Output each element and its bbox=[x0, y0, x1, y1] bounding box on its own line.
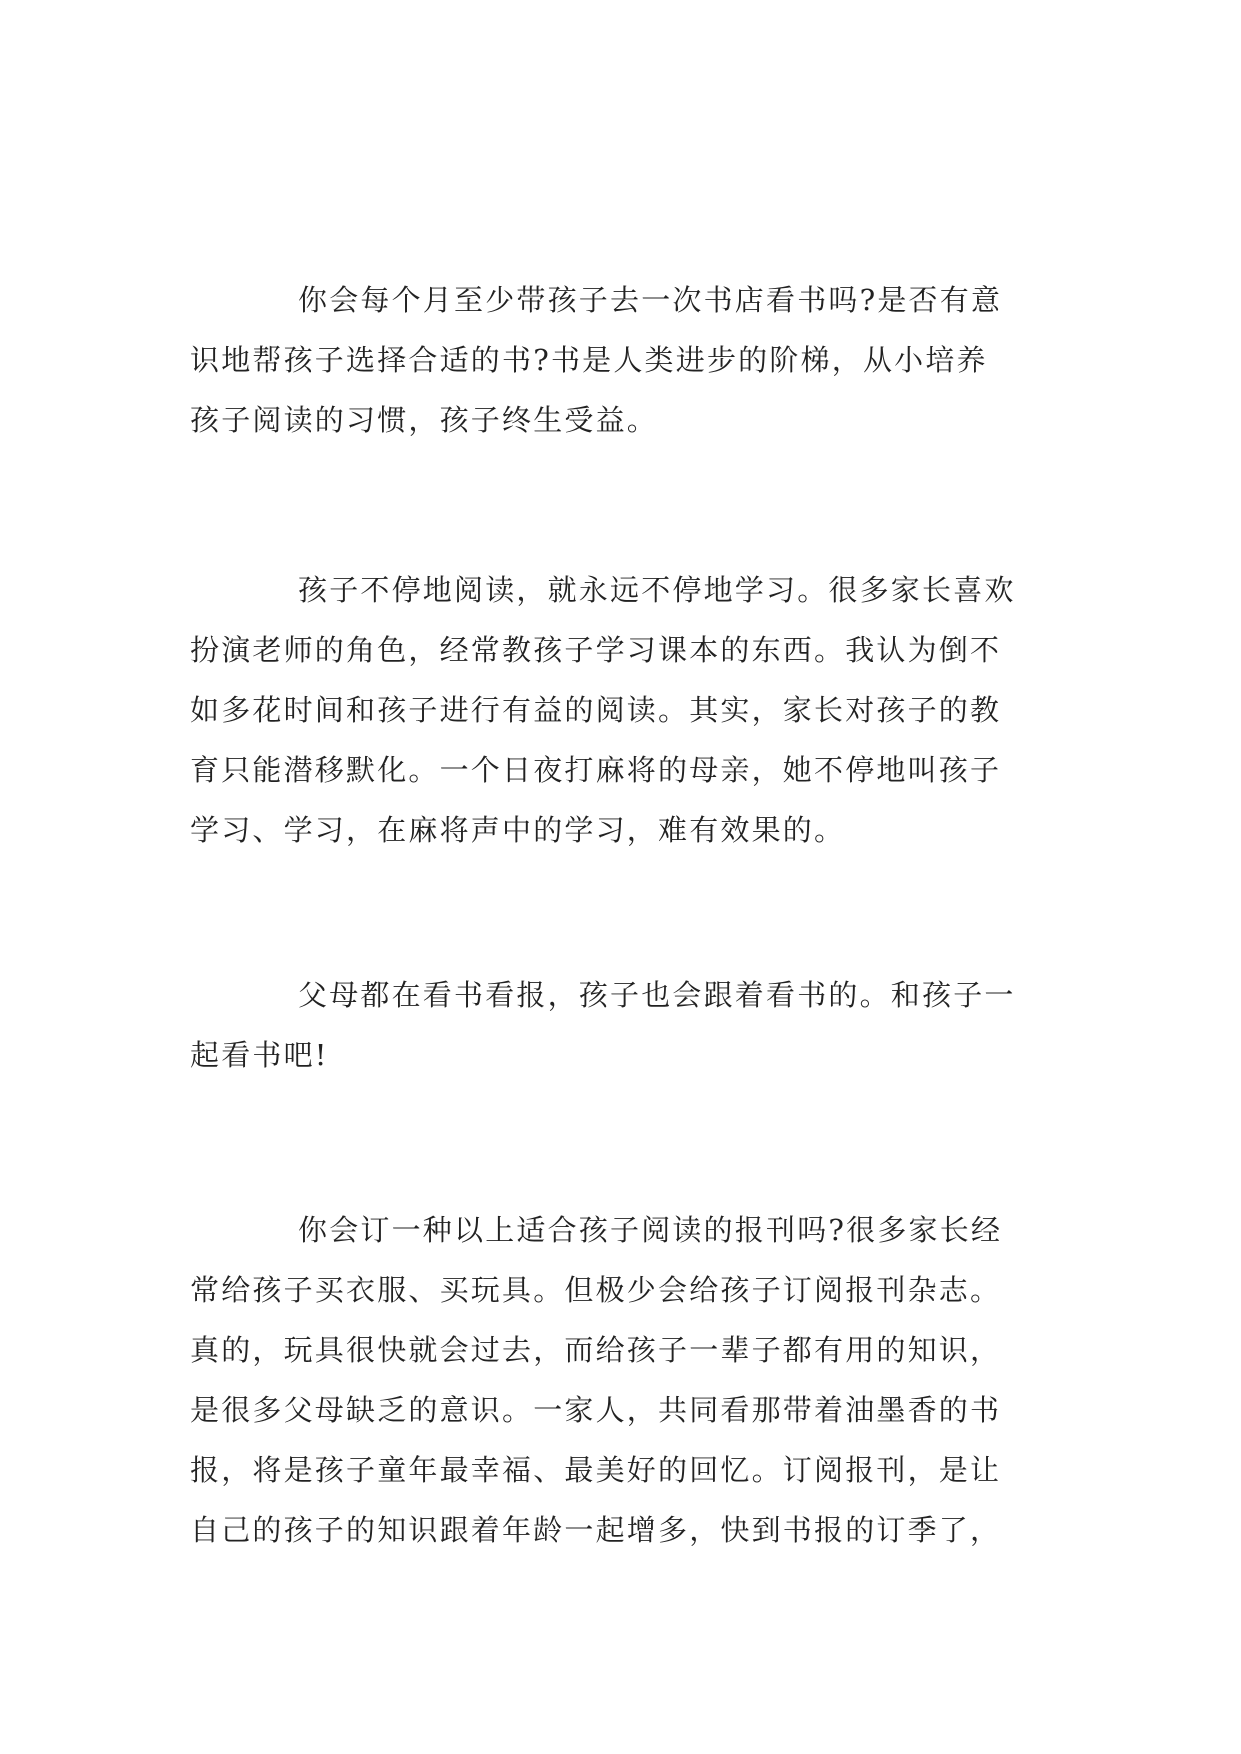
paragraph-subscriptions bbox=[190, 1200, 1050, 1560]
paragraph-line: 孩子阅读的习惯，孩子终生受益。 bbox=[190, 403, 659, 437]
paragraph-reading bbox=[190, 560, 1050, 860]
paragraph-line: 识地帮孩子选择合适的书?书是人类进步的阶梯，从小培养 bbox=[190, 343, 988, 377]
paragraph-line: 你会订一种以上适合孩子阅读的报刊吗?很多家长经 bbox=[298, 1213, 1003, 1247]
paragraph-line: 起看书吧! bbox=[190, 1038, 329, 1072]
paragraph-line: 真的，玩具很快就会过去，而给孩子一辈子都有用的知识， bbox=[190, 1333, 1002, 1367]
paragraph-line: 孩子不停地阅读，就永远不停地学习。很多家长喜欢 bbox=[298, 573, 1016, 607]
paragraph-line: 你会每个月至少带孩子去一次书店看书吗?是否有意 bbox=[298, 283, 1003, 317]
paragraph-line: 学习、学习，在麻将声中的学习，难有效果的。 bbox=[190, 813, 846, 847]
paragraph-line: 报，将是孩子童年最幸福、最美好的回忆。订阅报刊，是让 bbox=[190, 1453, 1002, 1487]
paragraph-parents-reading bbox=[190, 965, 1050, 1085]
paragraph-line: 自己的孩子的知识跟着年龄一起增多，快到书报的订季了， bbox=[190, 1513, 1002, 1547]
paragraph-line: 是很多父母缺乏的意识。一家人，共同看那带着油墨香的书 bbox=[190, 1393, 1002, 1427]
paragraph-line: 如多花时间和孩子进行有益的阅读。其实，家长对孩子的教 bbox=[190, 693, 1002, 727]
paragraph-line: 常给孩子买衣服、买玩具。但极少会给孩子订阅报刊杂志。 bbox=[190, 1273, 1002, 1307]
paragraph-line: 育只能潜移默化。一个日夜打麻将的母亲，她不停地叫孩子 bbox=[190, 753, 1002, 787]
paragraph-line: 父母都在看书看报，孩子也会跟着看书的。和孩子一 bbox=[298, 978, 1016, 1012]
paragraph-line: 扮演老师的角色，经常教孩子学习课本的东西。我认为倒不 bbox=[190, 633, 1002, 667]
paragraph-bookstore bbox=[190, 270, 1050, 450]
